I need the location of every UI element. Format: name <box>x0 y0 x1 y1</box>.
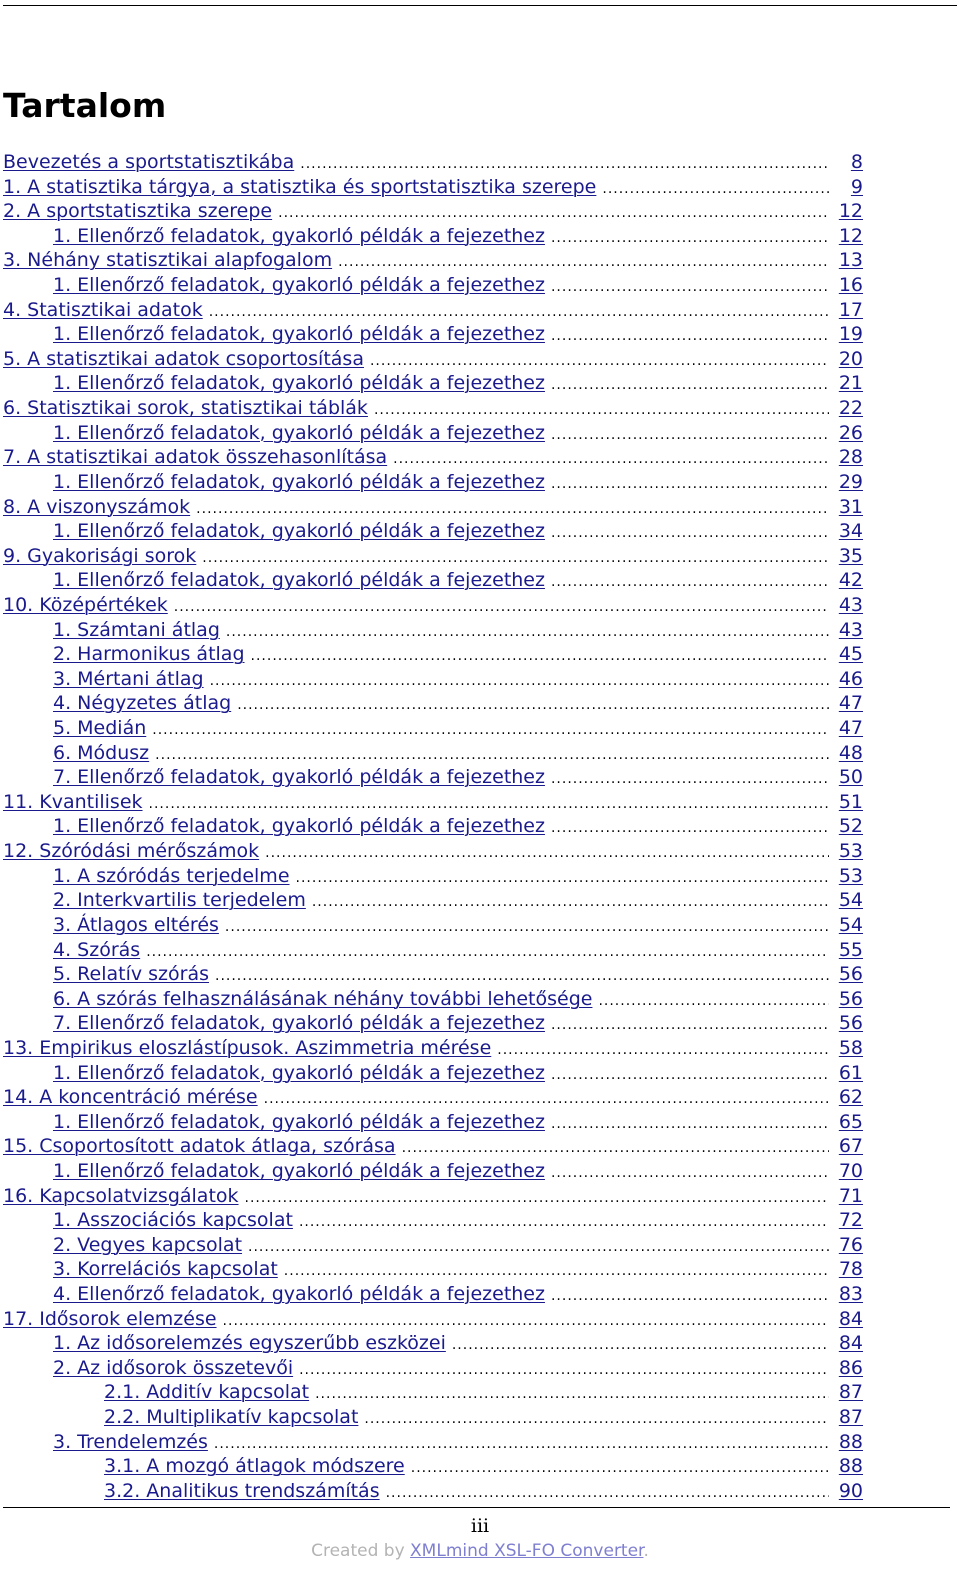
toc-entry[interactable] <box>3 1208 863 1233</box>
toc-entry-page[interactable]: 17 <box>838 298 863 321</box>
toc-entry-label[interactable]: 1. Ellenőrző feladatok, gyakorló példák a fejezethez <box>53 470 545 493</box>
toc-entry-label[interactable]: 1. A szóródás terjedelme <box>53 864 290 887</box>
toc-entry-page[interactable]: 78 <box>838 1258 863 1281</box>
toc-entry-label[interactable]: 4. Statisztikai adatok <box>3 298 203 321</box>
toc-entry[interactable] <box>3 495 863 520</box>
toc-entry-page[interactable]: 26 <box>838 421 863 444</box>
toc-entry-page[interactable]: 58 <box>838 1036 863 1059</box>
toc-entry-label[interactable]: 4. Négyzetes átlag <box>53 692 232 715</box>
toc-leader-dots <box>551 767 829 792</box>
toc-entry-label[interactable]: 1. A statisztika tárgya, a statisztika és sportstatisztika szerepe <box>3 175 597 198</box>
toc-leader-dots <box>264 1087 829 1112</box>
toc-entry[interactable] <box>3 1454 863 1479</box>
toc-entry-label[interactable]: 1. Ellenőrző feladatok, gyakorló példák a fejezethez <box>53 520 545 543</box>
toc-entry-page[interactable]: 56 <box>838 963 863 986</box>
toc-entry[interactable] <box>3 1430 863 1455</box>
toc-entry[interactable] <box>3 273 863 298</box>
toc-entry[interactable] <box>3 1356 863 1381</box>
toc-entry-page[interactable]: 35 <box>838 544 863 567</box>
toc-entry[interactable] <box>3 396 863 421</box>
toc-leader-dots <box>209 300 829 325</box>
toc-leader-dots <box>265 841 829 866</box>
toc-leader-dots <box>299 1210 829 1235</box>
page-number: iii <box>470 1515 490 1537</box>
footer <box>0 1541 960 1561</box>
toc-entry-label[interactable]: 2. Vegyes kapcsolat <box>53 1233 243 1256</box>
toc-entry[interactable] <box>3 741 863 766</box>
toc-entry-label[interactable]: 1. Ellenőrző feladatok, gyakorló példák a fejezethez <box>53 421 545 444</box>
toc-entry-label[interactable]: 1. Ellenőrző feladatok, gyakorló példák a fejezethez <box>53 274 545 297</box>
toc-entry-page[interactable]: 51 <box>838 790 863 813</box>
toc-entry[interactable] <box>3 1110 863 1135</box>
toc-entry-page[interactable]: 31 <box>838 495 863 518</box>
toc-entry-label[interactable]: 12. Szóródási mérőszámok <box>3 840 260 863</box>
toc-entry-label[interactable]: 10. Középértékek <box>3 593 168 616</box>
toc-leader-dots <box>146 940 829 965</box>
toc-entry[interactable] <box>3 544 863 569</box>
toc-leader-dots <box>551 324 829 349</box>
toc-entry[interactable] <box>3 1257 863 1282</box>
toc-entry-label[interactable]: 8. A viszonyszámok <box>3 495 191 518</box>
toc-entry[interactable] <box>3 691 863 716</box>
toc-entry-page[interactable]: 84 <box>838 1307 863 1330</box>
toc-leader-dots <box>452 1333 829 1358</box>
toc-leader-dots <box>312 890 829 915</box>
toc-leader-dots <box>155 743 829 768</box>
toc-entry[interactable] <box>3 790 863 815</box>
toc-entry-label[interactable]: 11. Kvantilisek <box>3 790 143 813</box>
toc-leader-dots <box>602 177 829 202</box>
toc-entry-page[interactable]: 86 <box>838 1356 863 1379</box>
toc-leader-dots <box>196 497 829 522</box>
toc-entry-page[interactable]: 90 <box>838 1479 863 1502</box>
toc-entry-label[interactable]: 2. Harmonikus átlag <box>53 643 245 666</box>
toc-entry[interactable] <box>3 519 863 544</box>
toc-entry-label[interactable]: 6. Statisztikai sorok, statisztikai táblák <box>3 397 368 420</box>
toc-entry-label[interactable]: 13. Empirikus eloszlástípusok. Aszimmetria mérése <box>3 1036 492 1059</box>
toc-entry-label[interactable]: 3. Korrelációs kapcsolat <box>53 1258 278 1281</box>
toc-entry-page[interactable]: 65 <box>838 1110 863 1133</box>
toc-entry[interactable] <box>3 888 863 913</box>
toc-entry-label[interactable]: 2. Az idősorok összetevői <box>53 1356 294 1379</box>
toc-leader-dots <box>202 546 829 571</box>
toc-entry-label[interactable]: 5. Medián <box>53 717 147 740</box>
toc-entry[interactable] <box>3 1331 863 1356</box>
toc-entry-page[interactable]: 34 <box>838 520 863 543</box>
toc-entry-label[interactable]: 2.1. Additív kapcsolat <box>104 1381 310 1404</box>
toc-leader-dots <box>551 472 829 497</box>
toc-entry[interactable] <box>3 175 863 200</box>
toc-leader-dots <box>551 570 829 595</box>
toc-entry-page[interactable]: 21 <box>838 372 863 395</box>
toc-leader-dots <box>393 447 829 472</box>
toc-leader-dots <box>551 423 829 448</box>
toc-entry-page[interactable]: 28 <box>838 446 863 469</box>
toc-entry-page[interactable]: 50 <box>838 766 863 789</box>
toc-leader-dots <box>551 373 829 398</box>
toc-entry-label[interactable]: 1. Számtani átlag <box>53 618 220 641</box>
toc-entry[interactable] <box>3 618 863 643</box>
toc-entry[interactable] <box>3 1282 863 1307</box>
toc-entry-page[interactable]: 55 <box>838 938 863 961</box>
toc-entry-page[interactable]: 54 <box>838 913 863 936</box>
toc-entry-label[interactable]: 15. Csoportosított adatok átlaga, szórása <box>3 1135 396 1158</box>
toc-entry[interactable] <box>3 1036 863 1061</box>
toc-leader-dots <box>551 521 829 546</box>
toc-leader-dots <box>402 1136 829 1161</box>
toc-entry-label[interactable]: 5. A statisztikai adatok csoportosítása <box>3 347 364 370</box>
toc-leader-dots <box>223 1309 829 1334</box>
toc-entry-page[interactable]: 61 <box>838 1061 863 1084</box>
toc-entry-label[interactable]: 1. Ellenőrző feladatok, gyakorló példák a fejezethez <box>53 372 545 395</box>
toc-entry[interactable] <box>3 1159 863 1184</box>
toc-leader-dots <box>551 1013 829 1038</box>
toc-leader-dots <box>370 349 829 374</box>
toc-entry-label[interactable]: 1. Ellenőrző feladatok, gyakorló példák a fejezethez <box>53 1061 545 1084</box>
toc-entry-page[interactable]: 46 <box>838 667 863 690</box>
toc-entry-page[interactable]: 12 <box>838 200 863 223</box>
toc-entry-label[interactable]: 3. Néhány statisztikai alapfogalom <box>3 249 333 272</box>
toc-entry[interactable] <box>3 987 863 1012</box>
toc-leader-dots <box>296 866 829 891</box>
toc-entry-label[interactable]: 1. Asszociációs kapcsolat <box>53 1209 293 1232</box>
toc-entry-page[interactable]: 52 <box>838 815 863 838</box>
toc-entry-label[interactable]: 1. Ellenőrző feladatok, gyakorló példák a fejezethez <box>53 224 545 247</box>
toc-leader-dots <box>386 1481 829 1506</box>
toc-leader-dots <box>374 398 829 423</box>
toc-entry-label[interactable]: 9. Gyakorisági sorok <box>3 544 197 567</box>
toc-entry[interactable] <box>3 347 863 372</box>
toc-entry[interactable] <box>3 1405 863 1430</box>
toc-leader-dots <box>551 1161 829 1186</box>
toc-entry-label[interactable]: Bevezetés a sportstatisztikába <box>3 151 295 173</box>
toc-entry[interactable] <box>3 248 863 273</box>
toc-entry-page[interactable]: 71 <box>838 1184 863 1207</box>
toc-entry-page[interactable]: 84 <box>838 1332 863 1355</box>
toc-entry-page[interactable]: 8 <box>850 151 863 173</box>
toc-entry-label[interactable]: 1. Ellenőrző feladatok, gyakorló példák a fejezethez <box>53 815 545 838</box>
toc-entry-label[interactable]: 2.2. Multiplikatív kapcsolat <box>104 1406 359 1429</box>
toc-entry[interactable] <box>3 150 863 175</box>
toc-leader-dots <box>551 275 829 300</box>
toc-entry-page[interactable]: 29 <box>838 470 863 493</box>
footer-prefix: Created by <box>311 1541 411 1561</box>
toc-entry-label[interactable]: 7. A statisztikai adatok összehasonlítása <box>3 446 388 469</box>
toc-entry-page[interactable]: 43 <box>838 593 863 616</box>
toc-entry-label[interactable]: 7. Ellenőrző feladatok, gyakorló példák a fejezethez <box>53 1012 545 1035</box>
toc-entry-label[interactable]: 4. Ellenőrző feladatok, gyakorló példák a fejezethez <box>53 1283 545 1306</box>
toc-entry[interactable] <box>3 1061 863 1086</box>
toc-entry[interactable] <box>3 568 863 593</box>
toc-leader-dots <box>226 620 829 645</box>
toc-leader-dots <box>248 1235 829 1260</box>
toc-leader-dots <box>215 964 829 989</box>
toc-entry-label[interactable]: 14. A koncentráció mérése <box>3 1086 258 1109</box>
toc-entry[interactable] <box>3 642 863 667</box>
toc-entry-page[interactable]: 53 <box>838 840 863 863</box>
toc-entry[interactable] <box>3 371 863 396</box>
toc-entry[interactable] <box>3 839 863 864</box>
toc-entry-label[interactable]: 6. A szórás felhasználásának néhány további lehetősége <box>53 987 593 1010</box>
toc-entry-page[interactable]: 53 <box>838 864 863 887</box>
toc-entry-label[interactable]: 3.2. Analitikus trendszámítás <box>104 1479 380 1502</box>
toc-entry-page[interactable]: 19 <box>838 323 863 346</box>
toc-entry[interactable] <box>3 322 863 347</box>
toc-leader-dots <box>210 669 829 694</box>
toc-entry[interactable] <box>3 445 863 470</box>
toc-entry-label[interactable]: 1. Ellenőrző feladatok, gyakorló példák a fejezethez <box>53 569 545 592</box>
toc-entry[interactable] <box>3 938 863 963</box>
toc-entry-page[interactable]: 20 <box>838 347 863 370</box>
toc-entry-page[interactable]: 16 <box>838 274 863 297</box>
toc-entry-page[interactable]: 87 <box>838 1406 863 1429</box>
toc-leader-dots <box>245 1186 829 1211</box>
toc-entry-page[interactable]: 43 <box>838 618 863 641</box>
toc-entry-label[interactable]: 7. Ellenőrző feladatok, gyakorló példák a fejezethez <box>53 766 545 789</box>
toc-entry-page[interactable]: 13 <box>838 249 863 272</box>
toc-leader-dots <box>300 152 829 177</box>
toc-entry-label[interactable]: 6. Módusz <box>53 741 150 764</box>
toc-entry-page[interactable]: 48 <box>838 741 863 764</box>
toc-entry-label[interactable]: 2. Interkvartilis terjedelem <box>53 889 306 912</box>
toc-entry[interactable] <box>3 421 863 446</box>
toc-entry-page[interactable]: 70 <box>838 1159 863 1182</box>
toc-entry-page[interactable]: 47 <box>838 717 863 740</box>
toc-entry-page[interactable]: 62 <box>838 1086 863 1109</box>
toc-entry-page[interactable]: 54 <box>838 889 863 912</box>
toc-entry[interactable] <box>3 1085 863 1110</box>
toc-leader-dots <box>251 644 829 669</box>
toc-entry[interactable] <box>3 1011 863 1036</box>
toc-leader-dots <box>551 816 829 841</box>
toc-leader-dots <box>338 250 829 275</box>
toc-leader-dots <box>214 1432 829 1457</box>
toc-entry[interactable] <box>3 1479 863 1504</box>
top-rule <box>3 5 957 6</box>
toc-entry-page[interactable]: 76 <box>838 1233 863 1256</box>
toc-entry[interactable] <box>3 962 863 987</box>
toc-leader-dots <box>149 792 829 817</box>
toc-entry-page[interactable]: 47 <box>838 692 863 715</box>
toc-entry-label[interactable]: 1. Ellenőrző feladatok, gyakorló példák a fejezethez <box>53 1159 545 1182</box>
toc-entry-label[interactable]: 3. Átlagos eltérés <box>53 913 219 936</box>
toc-entry[interactable] <box>3 593 863 618</box>
toc-entry-label[interactable]: 3. Trendelemzés <box>53 1430 208 1453</box>
toc-entry[interactable] <box>3 298 863 323</box>
toc-entry-label[interactable]: 3. Mértani átlag <box>53 667 204 690</box>
toc-entry[interactable] <box>3 199 863 224</box>
toc-entry[interactable] <box>3 765 863 790</box>
toc-leader-dots <box>174 595 829 620</box>
toc-leader-dots <box>225 915 829 940</box>
toc-entry[interactable] <box>3 913 863 938</box>
toc-entry-label[interactable]: 3.1. A mozgó átlagok módszere <box>104 1455 405 1478</box>
toc-entry[interactable] <box>3 224 863 249</box>
toc-entry[interactable] <box>3 716 863 741</box>
toc-leader-dots <box>551 226 829 251</box>
table-of-contents <box>3 150 863 1504</box>
toc-entry-page[interactable]: 72 <box>838 1209 863 1232</box>
toc-entry-page[interactable]: 67 <box>838 1135 863 1158</box>
toc-leader-dots <box>411 1456 829 1481</box>
toc-entry-page[interactable]: 83 <box>838 1283 863 1306</box>
toc-entry[interactable] <box>3 1184 863 1209</box>
page-title: Tartalom <box>3 86 167 125</box>
toc-leader-dots <box>551 1284 829 1309</box>
toc-entry-label[interactable]: 4. Szórás <box>53 938 141 961</box>
toc-entry-page[interactable]: 56 <box>838 987 863 1010</box>
toc-leader-dots <box>315 1382 829 1407</box>
toc-entry[interactable] <box>3 667 863 692</box>
toc-entry[interactable] <box>3 1233 863 1258</box>
toc-leader-dots <box>152 718 829 743</box>
toc-leader-dots <box>497 1038 829 1063</box>
toc-entry[interactable] <box>3 814 863 839</box>
toc-entry-page[interactable]: 87 <box>838 1381 863 1404</box>
toc-entry-page[interactable]: 56 <box>838 1012 863 1035</box>
toc-entry-label[interactable]: 2. A sportstatisztika szerepe <box>3 200 273 223</box>
toc-leader-dots <box>237 693 829 718</box>
toc-entry-label[interactable]: 1. Ellenőrző feladatok, gyakorló példák a fejezethez <box>53 1110 545 1133</box>
toc-entry-page[interactable]: 22 <box>838 397 863 420</box>
toc-entry-page[interactable]: 42 <box>838 569 863 592</box>
toc-leader-dots <box>364 1407 829 1432</box>
toc-entry[interactable] <box>3 1380 863 1405</box>
toc-entry-label[interactable]: 17. Idősorok elemzése <box>3 1307 217 1330</box>
toc-leader-dots <box>551 1063 829 1088</box>
footer-suffix: . <box>643 1541 649 1561</box>
toc-leader-dots <box>278 201 829 226</box>
bottom-rule <box>3 1507 950 1508</box>
toc-entry-page[interactable]: 45 <box>838 643 863 666</box>
toc-entry-label[interactable]: 1. Az idősorelemzés egyszerűbb eszközei <box>53 1332 446 1355</box>
toc-leader-dots <box>299 1358 829 1383</box>
toc-entry[interactable] <box>3 1134 863 1159</box>
toc-entry[interactable] <box>3 1307 863 1332</box>
toc-leader-dots <box>598 989 829 1014</box>
toc-leader-dots <box>284 1259 829 1284</box>
toc-entry[interactable] <box>3 864 863 889</box>
toc-entry[interactable] <box>3 470 863 495</box>
toc-entry-page[interactable]: 12 <box>838 224 863 247</box>
toc-leader-dots <box>551 1112 829 1137</box>
footer-link[interactable]: XMLmind XSL-FO Converter <box>410 1541 644 1561</box>
toc-entry-page[interactable]: 9 <box>850 175 863 198</box>
toc-entry-page[interactable]: 88 <box>838 1455 863 1478</box>
toc-entry-label[interactable]: 16. Kapcsolatvizsgálatok <box>3 1184 239 1207</box>
toc-entry-label[interactable]: 5. Relatív szórás <box>53 963 209 986</box>
toc-entry-label[interactable]: 1. Ellenőrző feladatok, gyakorló példák a fejezethez <box>53 323 545 346</box>
toc-entry-page[interactable]: 88 <box>838 1430 863 1453</box>
